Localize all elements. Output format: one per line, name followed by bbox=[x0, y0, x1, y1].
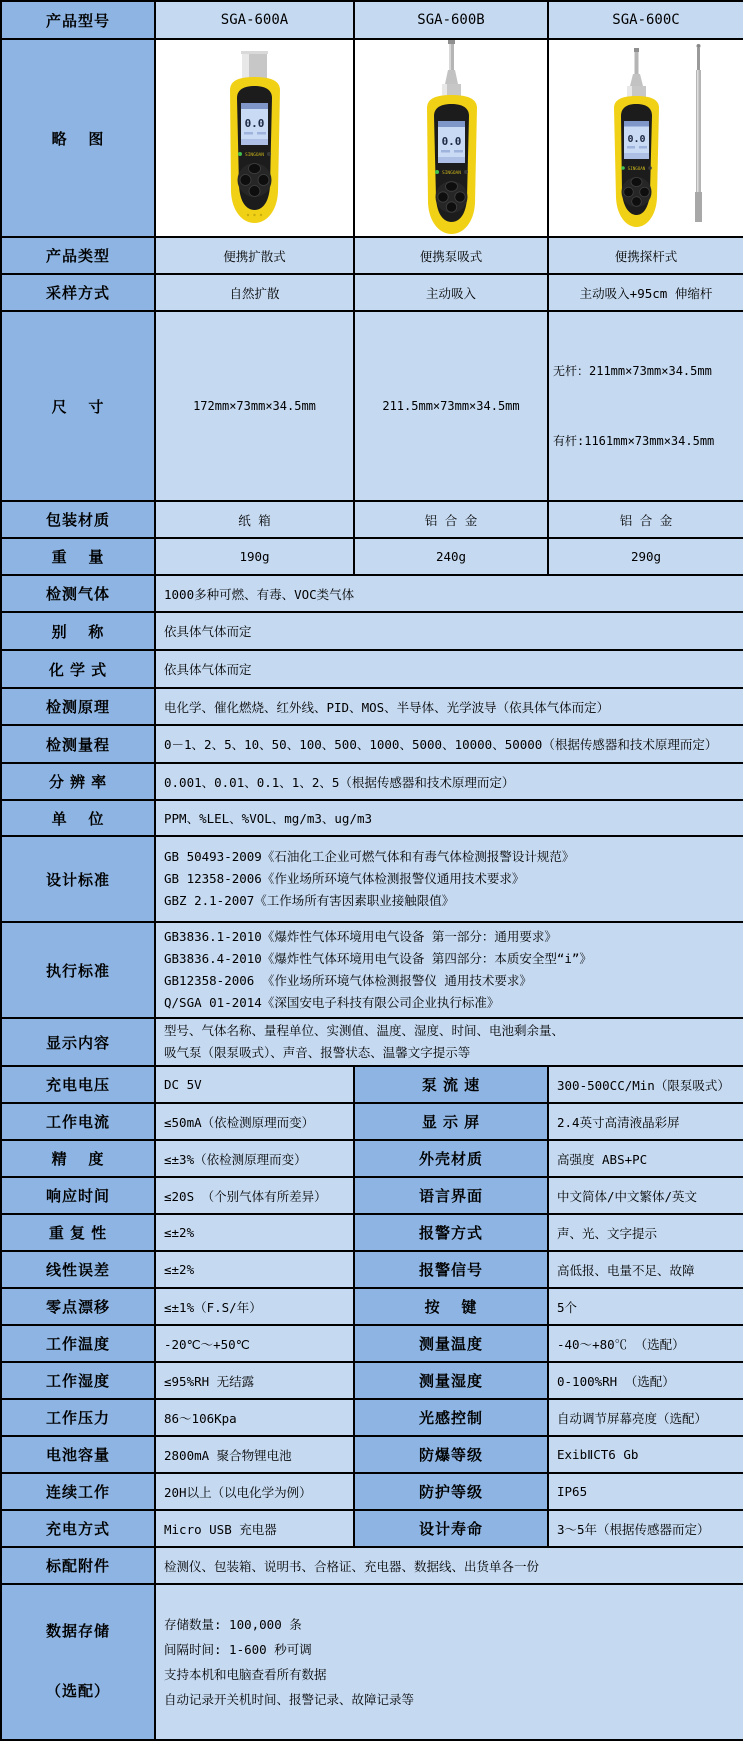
table-row bbox=[1, 688, 743, 725]
spec-value: ≤±2% bbox=[155, 1251, 354, 1288]
spec-value bbox=[155, 1018, 743, 1066]
spec-line: GBZ 2.1-2007《工作场所有害因素职业接触限值》 bbox=[164, 893, 455, 908]
spec-value: DC 5V bbox=[155, 1066, 354, 1103]
spec-value: 2.4英寸高清液晶彩屏 bbox=[548, 1103, 743, 1140]
spec-value: 290g bbox=[548, 538, 743, 575]
spec-value: 240g bbox=[354, 538, 548, 575]
row-label: 重 量 bbox=[1, 538, 155, 575]
power-led bbox=[435, 170, 439, 174]
row-label: 化 学 式 bbox=[1, 650, 155, 688]
spec-value: -20℃～+50℃ bbox=[155, 1325, 354, 1362]
pump-probe-icon bbox=[448, 40, 455, 44]
row-label: 检测气体 bbox=[1, 575, 155, 612]
spec-value: PPM、%LEL、%VOL、mg/m3、ug/m3 bbox=[155, 800, 743, 836]
spec-line: 支持本机和电脑查看所有数据 bbox=[164, 1667, 327, 1682]
row-label-line: （选配） bbox=[45, 1683, 110, 1700]
spec-value bbox=[155, 1584, 743, 1740]
spec-value: 2800mA 聚合物锂电池 bbox=[155, 1436, 354, 1473]
spec-line: 自动记录开关机时间、报警记录、故障记录等 bbox=[164, 1692, 415, 1707]
row-label: 报警方式 bbox=[354, 1214, 548, 1251]
row-label: 显 示 屏 bbox=[354, 1103, 548, 1140]
product-image-sga-600c bbox=[548, 39, 743, 237]
spec-value: 中文简体/中文繁体/英文 bbox=[548, 1177, 743, 1214]
spec-value: 检测仪、包装箱、说明书、合格证、充电器、数据线、出货单各一份 bbox=[155, 1547, 743, 1584]
spec-line: 吸气泵（限泵吸式）、声音、报警状态、温馨文字提示等 bbox=[164, 1045, 471, 1060]
row-label: 产品类型 bbox=[1, 237, 155, 274]
row-label: 尺 寸 bbox=[1, 311, 155, 501]
spec-value: 声、光、文字提示 bbox=[548, 1214, 743, 1251]
spec-line: GB 12358-2006《作业场所环境气体检测报警仪通用技术要求》 bbox=[164, 871, 525, 886]
table-row bbox=[1, 575, 743, 612]
spec-value: 300-500CC/Min（限泵吸式） bbox=[548, 1066, 743, 1103]
table-row-storage bbox=[1, 1584, 743, 1740]
table-row bbox=[1, 800, 743, 836]
spec-value: 主动吸入 bbox=[354, 274, 548, 311]
row-label: 工作湿度 bbox=[1, 1362, 155, 1399]
spec-value: 纸 箱 bbox=[155, 501, 354, 538]
row-label: 测量湿度 bbox=[354, 1362, 548, 1399]
spec-value: 自然扩散 bbox=[155, 274, 354, 311]
spec-value: ≤50mA（依检测原理而变） bbox=[155, 1103, 354, 1140]
brand-label: SINGOAN bbox=[441, 171, 461, 176]
table-row bbox=[1, 612, 743, 650]
spec-line: 存储数量: 100,000 条 bbox=[164, 1617, 302, 1632]
spec-value: ≤±3%（依检测原理而变） bbox=[155, 1140, 354, 1177]
row-label: 设计寿命 bbox=[354, 1510, 548, 1547]
brand-label: SINGOAN bbox=[627, 166, 645, 171]
row-label: 重 复 性 bbox=[1, 1214, 155, 1251]
spec-value: ExibⅡCT6 Gb bbox=[548, 1436, 743, 1473]
product-model-a: SGA-600A bbox=[155, 1, 354, 39]
spec-value: 铝 合 金 bbox=[548, 501, 743, 538]
spec-value: 190g bbox=[155, 538, 354, 575]
row-label: 零点漂移 bbox=[1, 1288, 155, 1325]
detector-illustration-probe bbox=[579, 40, 714, 236]
row-label: 按 键 bbox=[354, 1288, 548, 1325]
table-row-accessories bbox=[1, 1547, 743, 1584]
spec-value: -40～+80℃ （选配） bbox=[548, 1325, 743, 1362]
table-row bbox=[1, 1325, 743, 1362]
table-row bbox=[1, 1473, 743, 1510]
row-label: 充电电压 bbox=[1, 1066, 155, 1103]
table-row bbox=[1, 237, 743, 274]
table-row bbox=[1, 311, 743, 501]
row-label: 显示内容 bbox=[1, 1018, 155, 1066]
row-label: 采样方式 bbox=[1, 274, 155, 311]
spec-value: 便携扩散式 bbox=[155, 237, 354, 274]
table-row-design-standard bbox=[1, 836, 743, 922]
table-row bbox=[1, 1140, 743, 1177]
spec-value: 铝 合 金 bbox=[354, 501, 548, 538]
spec-value: IP65 bbox=[548, 1473, 743, 1510]
table-row bbox=[1, 650, 743, 688]
table-row bbox=[1, 538, 743, 575]
table-row bbox=[1, 274, 743, 311]
product-image-sga-600a bbox=[155, 39, 354, 237]
spec-value: 便携泵吸式 bbox=[354, 237, 548, 274]
spec-line: Q/SGA 01-2014《深国安电子科技有限公司企业执行标准》 bbox=[164, 995, 500, 1010]
product-image-sga-600b bbox=[354, 39, 548, 237]
row-label: 工作电流 bbox=[1, 1103, 155, 1140]
table-row-display-content bbox=[1, 1018, 743, 1066]
row-label: 线性误差 bbox=[1, 1251, 155, 1288]
table-row bbox=[1, 1103, 743, 1140]
spec-value: 电化学、催化燃烧、红外线、PID、MOS、半导体、光学波导（依具体气体而定） bbox=[155, 688, 743, 725]
row-label: 别 称 bbox=[1, 612, 155, 650]
row-label: 防护等级 bbox=[354, 1473, 548, 1510]
table-row bbox=[1, 1510, 743, 1547]
spec-value: 便携探杆式 bbox=[548, 237, 743, 274]
table-row bbox=[1, 1251, 743, 1288]
spec-line: GB3836.1-2010《爆炸性气体环境用电气设备 第一部分：通用要求》 bbox=[164, 929, 557, 944]
table-row bbox=[1, 725, 743, 763]
row-label: 单 位 bbox=[1, 800, 155, 836]
table-row bbox=[1, 1177, 743, 1214]
spec-value: ≤±1%（F.S/年） bbox=[155, 1288, 354, 1325]
power-led bbox=[238, 152, 242, 156]
row-label: 工作温度 bbox=[1, 1325, 155, 1362]
row-label-storage bbox=[1, 1584, 155, 1740]
row-label: 语言界面 bbox=[354, 1177, 548, 1214]
row-label: 光感控制 bbox=[354, 1399, 548, 1436]
table-row bbox=[1, 501, 743, 538]
spec-value: ≤95%RH 无结露 bbox=[155, 1362, 354, 1399]
spec-line: 无杆：211mm×73mm×34.5mm bbox=[553, 364, 712, 378]
spec-line: GB3836.4-2010《爆炸性气体环境用电气设备 第四部分：本质安全型“i”》 bbox=[164, 951, 592, 966]
row-label: 电池容量 bbox=[1, 1436, 155, 1473]
table-row bbox=[1, 763, 743, 800]
detector-illustration-diffusion bbox=[192, 44, 317, 232]
product-model-b: SGA-600B bbox=[354, 1, 548, 39]
spec-value: ≤20S （个别气体有所差异） bbox=[155, 1177, 354, 1214]
row-label: 分 辨 率 bbox=[1, 763, 155, 800]
row-label: 外壳材质 bbox=[354, 1140, 548, 1177]
screen-value: 0.0 bbox=[244, 117, 265, 130]
spec-value: 0－1、2、5、10、50、100、500、1000、5000、10000、50000（根据传感器和技术原理而定） bbox=[155, 725, 743, 763]
row-label-line: 数据存储 bbox=[45, 1623, 110, 1640]
detector-illustration-pump bbox=[389, 40, 514, 236]
row-label: 充电方式 bbox=[1, 1510, 155, 1547]
table-row bbox=[1, 1436, 743, 1473]
spec-value bbox=[548, 311, 743, 501]
row-label: 工作压力 bbox=[1, 1399, 155, 1436]
spec-value: 高低报、电量不足、故障 bbox=[548, 1251, 743, 1288]
table-row-exec-standard bbox=[1, 922, 743, 1018]
screen-value: 0.0 bbox=[441, 135, 461, 148]
row-label: 防爆等级 bbox=[354, 1436, 548, 1473]
spec-value: 20H以上（以电化学为例） bbox=[155, 1473, 354, 1510]
spec-value: 0-100%RH （选配） bbox=[548, 1362, 743, 1399]
row-label: 设计标准 bbox=[1, 836, 155, 922]
spec-value: 3～5年（根据传感器而定） bbox=[548, 1510, 743, 1547]
spec-line: GB 50493-2009《石油化工企业可燃气体和有毒气体检测报警设计规范》 bbox=[164, 849, 575, 864]
spec-value: 高强度 ABS+PC bbox=[548, 1140, 743, 1177]
spec-line: 间隔时间: 1-600 秒可调 bbox=[164, 1642, 312, 1657]
spec-value: 依具体气体而定 bbox=[155, 612, 743, 650]
spec-line: 型号、气体名称、量程单位、实测值、温度、湿度、时间、电池剩余量、 bbox=[164, 1023, 565, 1038]
spec-value: ≤±2% bbox=[155, 1214, 354, 1251]
table-row bbox=[1, 1288, 743, 1325]
spec-line: 有杆:1161mm×73mm×34.5mm bbox=[553, 434, 715, 448]
spec-value: 1000多种可燃、有毒、VOC类气体 bbox=[155, 575, 743, 612]
product-model-c: SGA-600C bbox=[548, 1, 743, 39]
row-label: 连续工作 bbox=[1, 1473, 155, 1510]
row-label: 响应时间 bbox=[1, 1177, 155, 1214]
row-label: 测量温度 bbox=[354, 1325, 548, 1362]
row-label-sketch: 略 图 bbox=[1, 39, 155, 237]
table-row bbox=[1, 1066, 743, 1103]
spec-line: GB12358-2006 《作业场所环境气体检测报警仪 通用技术要求》 bbox=[164, 973, 532, 988]
row-label: 包装材质 bbox=[1, 501, 155, 538]
detector-cap bbox=[241, 51, 268, 54]
spec-value bbox=[155, 836, 743, 922]
power-led bbox=[621, 166, 625, 170]
row-label: 检测原理 bbox=[1, 688, 155, 725]
row-label: 报警信号 bbox=[354, 1251, 548, 1288]
spec-value: 86～106Kpa bbox=[155, 1399, 354, 1436]
table-row bbox=[1, 1399, 743, 1436]
screen-value: 0.0 bbox=[626, 134, 646, 145]
spec-value bbox=[155, 922, 743, 1018]
row-label: 精 度 bbox=[1, 1140, 155, 1177]
table-row bbox=[1, 1362, 743, 1399]
spec-value: 172mm×73mm×34.5mm bbox=[155, 311, 354, 501]
spec-value: 自动调节屏幕亮度（选配） bbox=[548, 1399, 743, 1436]
row-label: 执行标准 bbox=[1, 922, 155, 1018]
spec-value: 5个 bbox=[548, 1288, 743, 1325]
row-label: 泵 流 速 bbox=[354, 1066, 548, 1103]
spec-value: 211.5mm×73mm×34.5mm bbox=[354, 311, 548, 501]
telescopic-rod-icon bbox=[696, 44, 700, 48]
spec-value: 主动吸入+95cm 伸缩杆 bbox=[548, 274, 743, 311]
row-label-product-model: 产品型号 bbox=[1, 1, 155, 39]
table-row bbox=[1, 1214, 743, 1251]
brand-label: SINGOAN bbox=[245, 153, 264, 158]
spec-value: 依具体气体而定 bbox=[155, 650, 743, 688]
table-row-header bbox=[1, 1, 743, 39]
spec-value: 0.001、0.01、0.1、1、2、5（根据传感器和技术原理而定） bbox=[155, 763, 743, 800]
table-row-sketch bbox=[1, 39, 743, 237]
row-label: 标配附件 bbox=[1, 1547, 155, 1584]
row-label: 检测量程 bbox=[1, 725, 155, 763]
spec-value: Micro USB 充电器 bbox=[155, 1510, 354, 1547]
